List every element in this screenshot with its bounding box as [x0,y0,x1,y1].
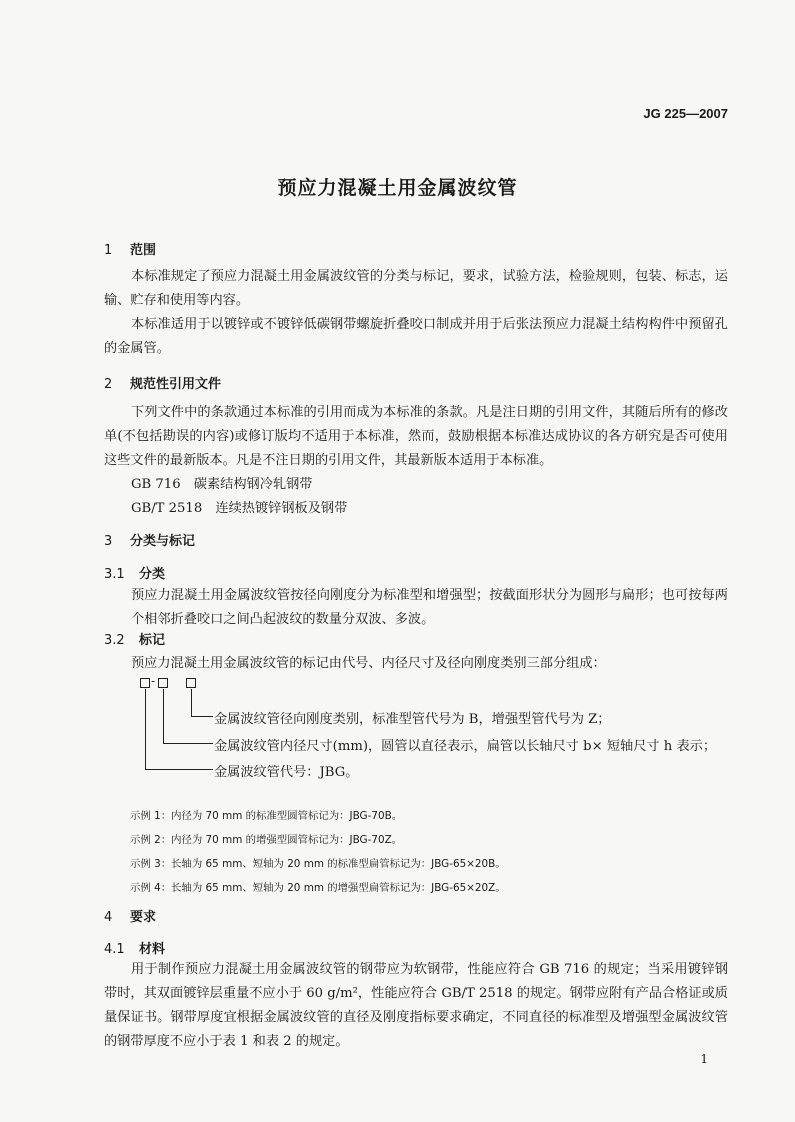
example-1: 示例 1：内径为 70 mm 的标准型圆管标记为：JBG-70B。 [130,810,403,822]
reference-gb716: GB 716 碳素结构钢冷轧钢带 [131,477,313,492]
section-number: 3.2 [104,633,125,648]
section-number: 1 [104,243,113,258]
section-4-1-paragraph: 用于制作预应力混凝土用金属波纹管的钢带应为软钢带，性能应符合 GB 716 的规定；当采用镀锌钢带时，其双面镀锌层重量不应小于 60 g/m²，性能应符合 GB/T 2518 的规定。钢带应附有产品合格证或质量保证书。钢带厚度宜根据金属波纹管的直径及刚度指标要求确定，不同直径的标准型及增强型金属波纹管的钢带厚度不应小于表 1 和表 2 的规定。 [104,962,728,1049]
section-1-paragraph-1: 本标准规定了预应力混凝土用金属波纹管的分类与标记，要求，试验方法，检验规则，包装、标志，运输、贮存和使用等内容。 [104,269,728,308]
leader-line [145,689,146,770]
placeholder-box-type [186,678,196,688]
example-3: 示例 3：长轴为 65 mm、短轴为 20 mm 的标准型扁管标记为：JBG-65×20B。 [130,858,506,870]
leader-line [191,716,213,717]
marking-desc-type: 金属波纹管径向刚度类别，标准型管代号为 B，增强型管代号为 Z； [214,712,611,727]
placeholder-box-size [158,678,168,688]
leader-line [191,689,192,717]
section-1-heading [104,239,156,258]
marking-desc-size: 金属波纹管内径尺寸(mm)，圆管以直径表示，扁管以长轴尺寸 b× 短轴尺寸 h 表示； [214,739,717,754]
section-title: 标记 [139,633,166,648]
example-2: 示例 2：内径为 70 mm 的增强型圆管标记为：JBG-70Z。 [130,834,403,846]
section-2-heading [104,373,221,392]
section-4-heading [104,906,156,925]
section-title: 范围 [130,243,157,258]
reference-gbt2518: GB/T 2518 连续热镀锌钢板及钢带 [131,501,348,516]
section-3-2-paragraph: 预应力混凝土用金属波纹管的标记由代号、内径尺寸及径向刚度类别三部分组成： [131,656,606,671]
standard-code: JG 225—2007 [643,106,728,121]
placeholder-box-code [140,678,150,688]
section-title: 分类与标记 [130,534,196,549]
leader-line [163,689,164,744]
section-3-heading [104,530,195,549]
section-title: 材料 [139,942,166,957]
page-number: 1 [700,1052,708,1066]
marking-desc-code: 金属波纹管代号：JBG。 [214,765,359,780]
section-4-1-heading [104,938,165,957]
section-1-paragraph-2: 本标准适用于以镀锌或不镀锌低碳钢带螺旋折叠咬口制成并用于后张法预应力混凝土结构构件中预留孔的金属管。 [104,317,728,356]
section-number: 2 [104,377,113,392]
marking-dash: - [151,674,156,688]
section-title: 规范性引用文件 [130,377,222,392]
page-title: 预应力混凝土用金属波纹管 [277,177,518,199]
section-3-1-heading [104,563,165,582]
section-number: 4 [104,910,113,925]
section-2-paragraph: 下列文件中的条款通过本标准的引用而成为本标准的条款。凡是注日期的引用文件，其随后所有的修改单(不包括勘误的内容)或修订版均不适用于本标准，然而，鼓励根据本标准达成协议的各方研究是否可使用这些文件的最新版本。凡是不注日期的引用文件，其最新版本适用于本标准。 [104,405,728,468]
section-number: 3 [104,534,113,549]
section-number: 4.1 [104,942,125,957]
section-title: 要求 [130,910,157,925]
example-4: 示例 4：长轴为 65 mm、短轴为 20 mm 的增强型扁管标记为：JBG-65×20Z。 [130,882,506,894]
section-number: 3.1 [104,567,125,582]
section-3-1-paragraph: 预应力混凝土用金属波纹管按径向刚度分为标准型和增强型；按截面形状分为圆形与扁形；也可按每两个相邻折叠咬口之间凸起波纹的数量分双波、多波。 [131,588,728,627]
leader-line [163,743,213,744]
leader-line [145,769,213,770]
section-3-2-heading [104,629,165,648]
section-title: 分类 [139,567,166,582]
